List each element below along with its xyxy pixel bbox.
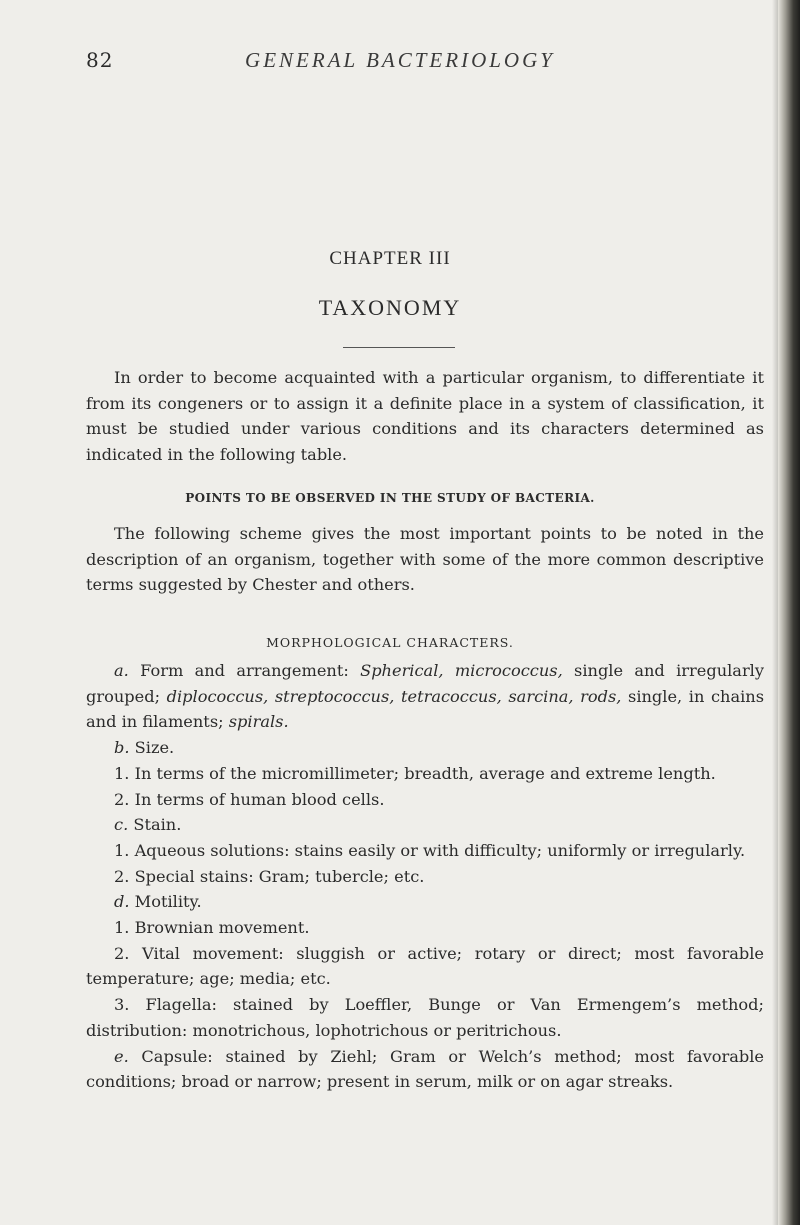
list-item-c1: 1. Aqueous solutions: stains easily or with difficulty; uniformly or irregularly. — [114, 840, 746, 860]
list-item-c2: 2. Special stains: Gram; tubercle; etc. — [114, 866, 425, 886]
title-rule — [343, 347, 455, 348]
list-item-d — [86, 889, 764, 915]
characters-list — [86, 658, 764, 1095]
list-item-b — [86, 735, 764, 761]
item-label: Stain. — [133, 815, 182, 835]
scheme-paragraph-block — [86, 521, 764, 598]
item-marker: c. — [114, 815, 129, 835]
item-marker: d. — [114, 892, 130, 912]
list-item-c — [86, 812, 764, 838]
item-marker: e. — [114, 1046, 129, 1066]
list-item-e — [86, 1044, 764, 1095]
item-text: single and irregularly grouped; — [86, 661, 765, 706]
chapter-title: TAXONOMY — [318, 295, 462, 320]
page-edge-gradient — [772, 0, 778, 1225]
item-marker: b. — [114, 738, 130, 758]
scheme-paragraph: The following scheme gives the most important points to be noted in the description of an organism, together with some of the more common descriptive terms suggested by Chester and others. — [86, 524, 764, 595]
list-item-d3: 3. Flagella: stained by Loeffler, Bunge or Van Ermengem’s method; distribution: monotrichous, lophotrichous or peritrichous. — [86, 995, 764, 1040]
list-item-b2: 2. In terms of human blood cells. — [114, 789, 385, 809]
chapter-number: CHAPTER III — [329, 248, 451, 269]
term: diplococcus, streptococcus, tetracoccus, sarcina, rods, — [166, 686, 622, 706]
page-number: 82 — [86, 48, 114, 72]
list-item-a — [86, 658, 764, 735]
intro-paragraph-block — [86, 365, 764, 467]
term: spirals. — [228, 712, 289, 732]
subsection-heading: MORPHOLOGICAL CHARACTERS. — [266, 635, 514, 650]
section-heading: POINTS TO BE OBSERVED IN THE STUDY OF BACTERIA. — [185, 491, 595, 505]
item-label: Size. — [134, 738, 175, 758]
list-item-d1: 1. Brownian movement. — [114, 918, 310, 938]
item-marker: a. — [114, 661, 129, 680]
list-item-b1: 1. In terms of the micromillimeter; breadth, average and extreme length. — [114, 763, 716, 783]
item-text: single, in chains and in filaments; — [86, 686, 765, 732]
item-text: Capsule: stained by Ziehl; Gram or Welch’s method; most favorable conditions; broad or narrow; present in serum, milk or on agar streaks. — [86, 1046, 764, 1092]
intro-paragraph: In order to become acquainted with a particular organism, to differentiate it from its congeners or to assign it a definite place in a system of classification, it must be studied under various conditions and its characters determined as indicated in the following table. — [86, 368, 764, 464]
page-edge-shadow — [778, 0, 800, 1225]
running-header — [0, 48, 780, 78]
running-title: GENERAL BACTERIOLOGY — [245, 48, 555, 72]
item-label: Motility. — [134, 892, 202, 912]
item-label: Form and arrangement: — [140, 661, 349, 680]
term: Spherical, micrococcus, — [360, 661, 563, 680]
list-item-d2: 2. Vital movement: sluggish or active; rotary or direct; most favorable temperature; age; media; etc. — [86, 943, 764, 989]
